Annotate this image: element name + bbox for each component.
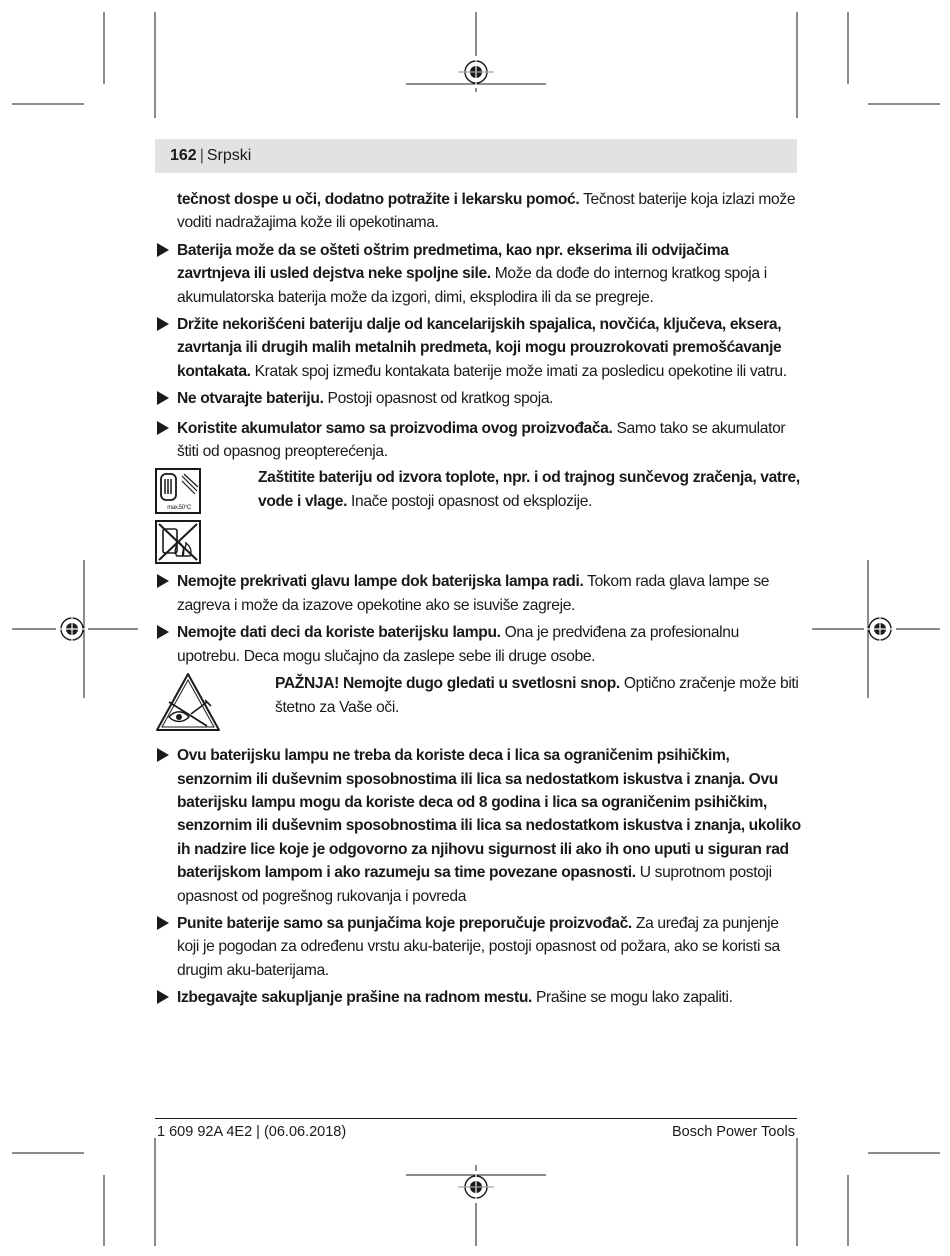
heat-protection-icon bbox=[155, 468, 201, 514]
bold-text: Ovu baterijsku lampu ne treba da koriste deca i lica sa ograničenim psihičkim, senzornim ili duševnim sposobnostima ili lica sa nedostatkom iskustva i znanja. Ovu baterijsku lampu mogu da koriste deca od 8 godina i lica sa ograničenim psihičkim, senzornim ili duševnim sposobnostima ili lica sa nedostatkom iskustva i znanja, ukoliko ih nadzire lice koje je odgovorno za njihovu sigurnost ili ako ih ono uputi u siguran rad baterijskom lampom i ako razumeju sa time povezane opasnosti. bbox=[177, 747, 801, 882]
safety-instructions bbox=[157, 188, 802, 1010]
normal-text: Tokom rada glava lampe se zagreva i može da izazove opekotine ako se isuviše zagreje. bbox=[177, 573, 770, 614]
bold-text: Izbegavajte sakupljanje prašine na radnom mestu. bbox=[177, 989, 532, 1007]
list-item bbox=[157, 239, 802, 309]
footer-divider bbox=[155, 1118, 797, 1119]
brand-name: Bosch Power Tools bbox=[671, 1124, 795, 1140]
bold-text: Punite baterije samo sa punjačima koje preporučuje proizvođač. bbox=[177, 914, 632, 932]
heat-warning-text bbox=[157, 466, 802, 513]
no-fire-icon bbox=[155, 520, 201, 564]
document-id: 1 609 92A 4E2 | (06.06.2018) bbox=[157, 1124, 347, 1140]
bullet-arrow-icon bbox=[157, 243, 169, 257]
normal-text: Kratak spoj između kontakata baterije može imati za posledicu opekotine ili vatru. bbox=[250, 362, 787, 380]
bullet-arrow-icon bbox=[157, 748, 169, 762]
normal-text: Može da dođe do internog kratkog spoja i akumulatorska baterija može da izgori, dimi, eksplodira ili da se pregreje. bbox=[177, 265, 767, 306]
bold-text: Zaštitite bateriju od izvora toplote, npr. i od trajnog sunčevog zračenja, vatre, vode i vlage. bbox=[258, 469, 800, 510]
bullet-arrow-icon bbox=[157, 916, 169, 930]
bullet-arrow-icon bbox=[157, 574, 169, 588]
list-item bbox=[157, 570, 802, 617]
registration-mark-top bbox=[458, 56, 494, 88]
bold-text: Baterija može da se ošteti oštrim predmetima, kao npr. ekserima ili odvijačima zavrtnjeva ili usled dejstva neke spoljne sile. bbox=[177, 241, 729, 283]
bold-text: Ne otvarajte bateriju. bbox=[177, 390, 324, 408]
list-item bbox=[157, 912, 802, 982]
header-separator: | bbox=[199, 147, 204, 164]
bold-text: tečnost dospe u oči, dodatno potražite i lekarsku pomoć. bbox=[177, 191, 580, 208]
list-item bbox=[157, 621, 802, 668]
normal-text: Prašine se mogu lako zapaliti. bbox=[531, 989, 733, 1007]
header-text bbox=[170, 147, 251, 165]
normal-text: Tečnost baterije koja izlazi može voditi nadražajima kože ili opekotinama. bbox=[177, 191, 796, 232]
light-warning-text bbox=[157, 672, 802, 719]
normal-text: Ona je predviđena za profesionalnu upotrebu. Deca mogu slučajno da zaslepe sebe ili druge osobe. bbox=[177, 624, 739, 665]
page-number: 162 bbox=[170, 147, 197, 164]
normal-text: Optično zračenje može biti štetno za Vaše oči. bbox=[275, 675, 799, 716]
bold-text: Nemojte prekrivati glavu lampe dok baterijska lampa radi. bbox=[177, 573, 584, 591]
bullet-arrow-icon bbox=[157, 421, 169, 435]
list-item bbox=[157, 417, 802, 464]
paragraph-continued bbox=[157, 188, 802, 235]
bold-text: Koristite akumulator samo sa proizvodima ovog proizvođača. bbox=[177, 419, 613, 437]
list-item bbox=[157, 744, 802, 908]
bullet-arrow-icon bbox=[157, 625, 169, 639]
list-item bbox=[157, 387, 802, 410]
bold-text: Nemojte dati deci da koriste baterijsku lampu. bbox=[177, 624, 501, 642]
bold-text: PAŽNJA! Nemojte dugo gledati u svetlosni snop. bbox=[275, 675, 620, 693]
bold-text: Držite nekorišćeni bateriju dalje od kancelarijskih spajalica, novčića, ključeva, eksera, zavrtanja ili drugih malih metalnih predmeta, koji mogu prouzrokovati premošćavanje kontakata. bbox=[177, 316, 782, 380]
page-header bbox=[155, 139, 797, 173]
normal-text: Inače postoji opasnost od eksplozije. bbox=[347, 492, 593, 510]
normal-text: Postoji opasnost od kratkog spoja. bbox=[323, 390, 554, 408]
language-label: Srpski bbox=[206, 147, 252, 164]
laser-warning-triangle-icon bbox=[155, 672, 221, 732]
bullet-arrow-icon bbox=[157, 317, 169, 331]
registration-mark-right bbox=[864, 613, 896, 645]
registration-mark-bottom bbox=[458, 1171, 494, 1203]
normal-text: U suprotnom postoji opasnost od pogrešnog rukovanja i povreda bbox=[177, 864, 772, 905]
bullet-arrow-icon bbox=[157, 990, 169, 1004]
normal-text: Za uređaj za punjenje koji je pogodan za određenu vrstu aku-baterije, postoji opasnost od požara, ako se koristi sa drugim aku-baterijama. bbox=[177, 914, 780, 979]
list-item bbox=[157, 986, 802, 1009]
normal-text: Samo tako se akumulator štiti od opasnog preopterećenja. bbox=[177, 419, 786, 461]
heat-warning-block bbox=[157, 466, 802, 570]
registration-mark-left bbox=[56, 613, 88, 645]
list-item bbox=[157, 313, 802, 383]
bullet-arrow-icon bbox=[157, 391, 169, 405]
light-warning-block bbox=[157, 672, 802, 744]
heat-icon-label: max.50°C bbox=[167, 505, 191, 512]
